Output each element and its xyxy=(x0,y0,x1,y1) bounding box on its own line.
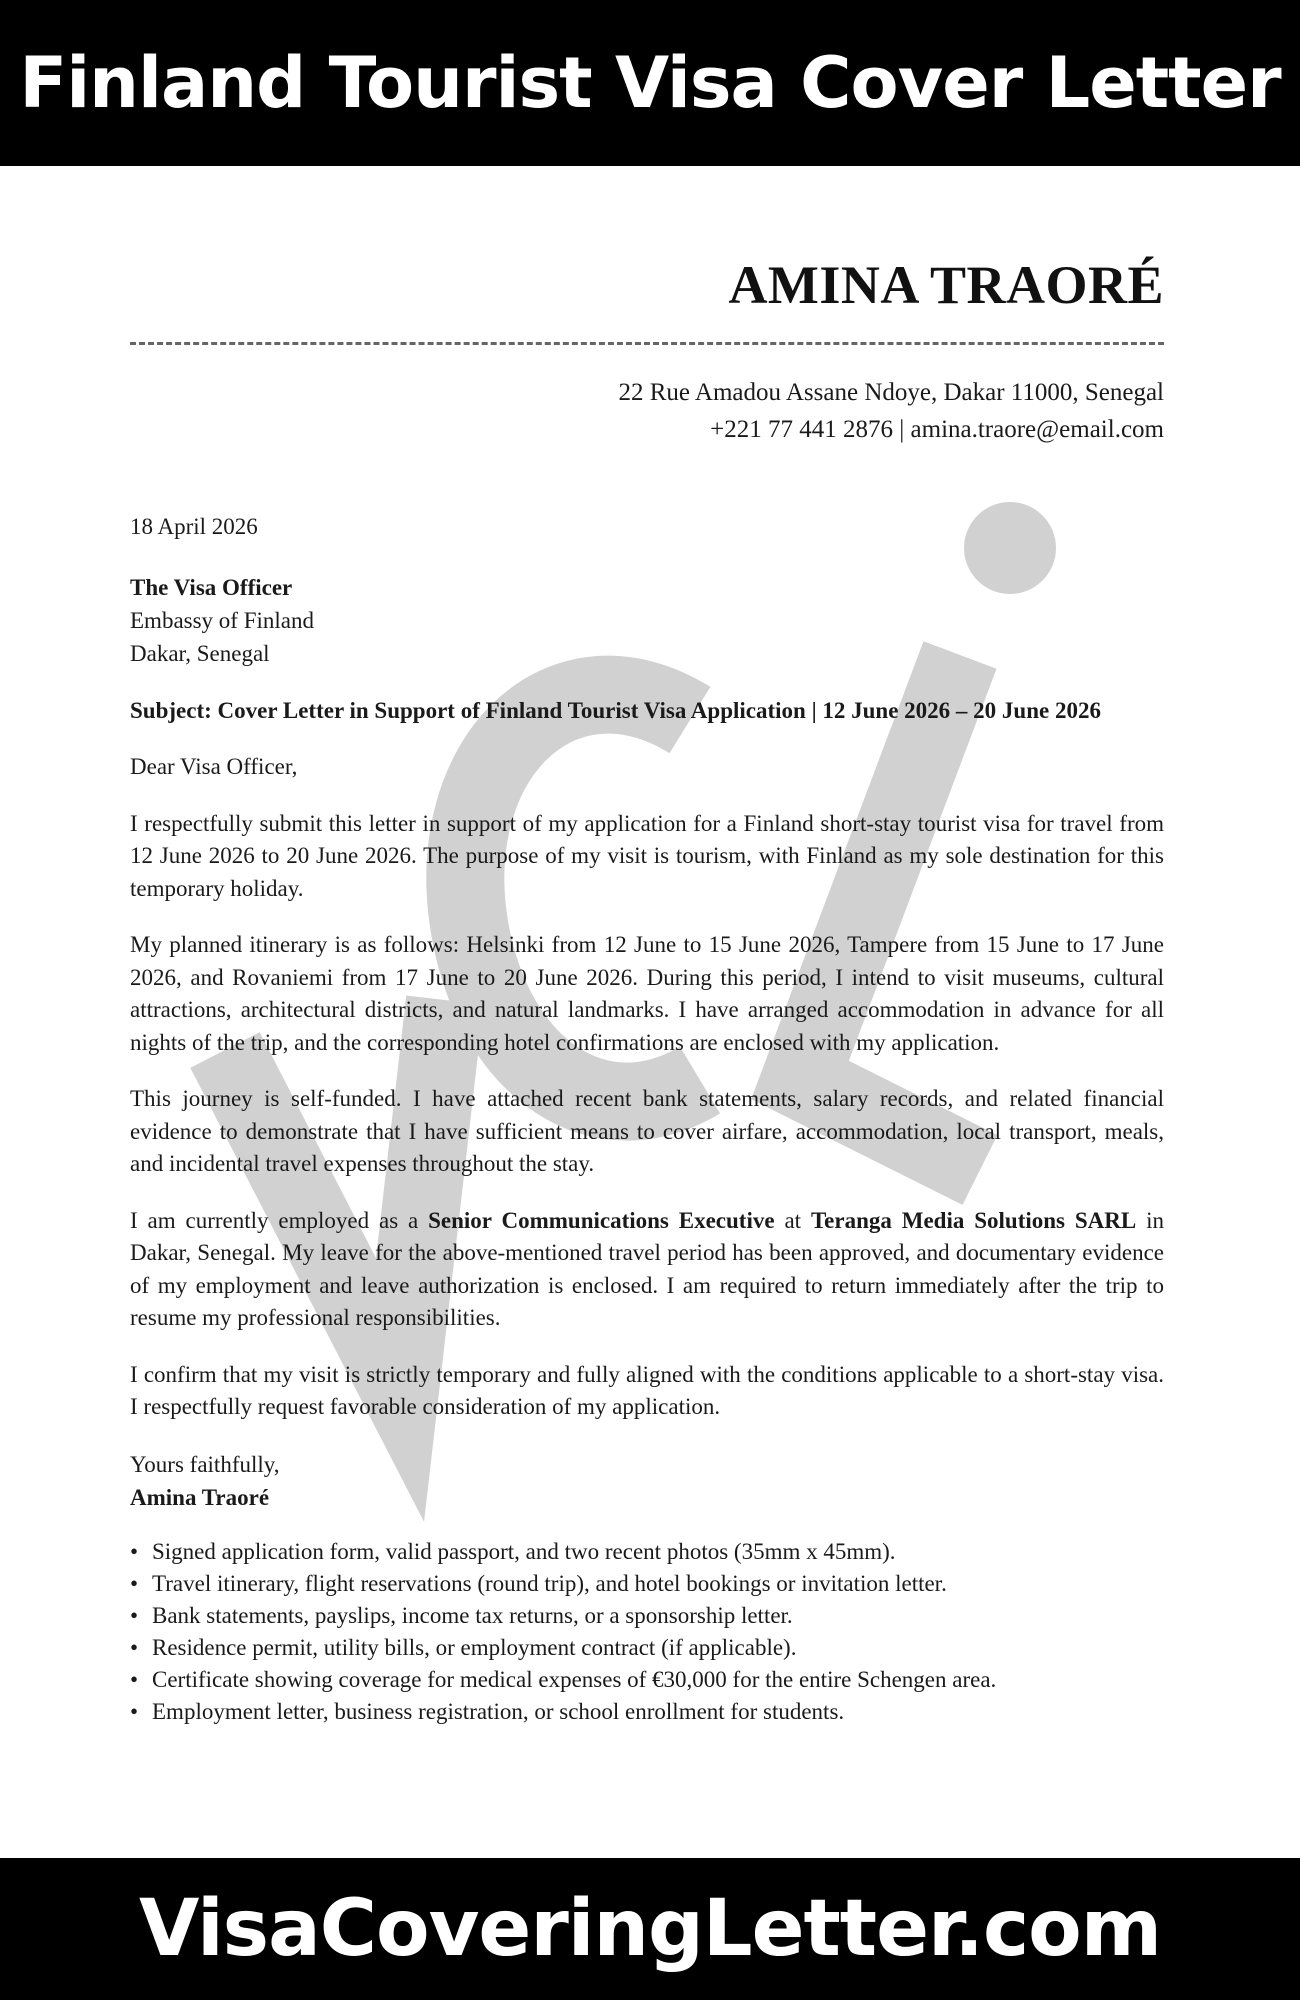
list-item: • Certificate showing coverage for medical expenses of €30,000 for the entire Schengen area. xyxy=(130,1664,1164,1696)
employment-company: Teranga Media Solutions SARL xyxy=(810,1207,1137,1233)
letter-body xyxy=(130,511,1164,1728)
employment-text-c: in Dakar, Senegal. My leave for the above-mentioned travel period has been approved, and documentary evidence of my employment and leave authorization is enclosed. I am required to return immediately after the trip to resume my professional responsibilities. xyxy=(130,1207,1165,1330)
dashed-divider xyxy=(130,342,1164,345)
cover-letter xyxy=(130,166,1164,1858)
applicant-contact-block xyxy=(619,374,1165,448)
employment-text-b: at xyxy=(774,1207,811,1233)
closing: Yours faithfully, xyxy=(130,1451,280,1477)
list-item: • Signed application form, valid passport, and two recent photos (35mm x 45mm). xyxy=(130,1536,1164,1568)
employment-role: Senior Communications Executive xyxy=(428,1207,775,1233)
paragraph-employment xyxy=(130,1205,1164,1335)
paragraph-itinerary: My planned itinerary is as follows: Helsinki from 12 June to 15 June 2026, Tampere from 15 June to 17 June 2026, and Rovaniemi from 17 June to 20 June 2026. During this period, I intend to visit museums, cultural attractions, architectural districts, and natural landmarks. I have arranged accommodation in advance for all nights of the trip, and the corresponding hotel confirmations are enclosed with my application. xyxy=(130,932,1164,1055)
list-item: • Travel itinerary, flight reservations (round trip), and hotel bookings or invitation letter. xyxy=(130,1568,1164,1600)
recipient-block xyxy=(130,571,1164,670)
paragraph-funding: This journey is self-funded. I have attached recent bank statements, salary records, and related financial evidence to demonstrate that I have sufficient means to cover airfare, accommodation, local transport, meals, and incidental travel expenses throughout the stay. xyxy=(130,1086,1164,1176)
recipient-org: Embassy of Finland xyxy=(130,607,314,633)
signature-name: Amina Traoré xyxy=(130,1484,270,1510)
letter-date: 18 April 2026 xyxy=(130,514,258,539)
subject-line: Subject: Cover Letter in Support of Finland Tourist Visa Application | 12 June 2026 – 20 June 2026 xyxy=(130,697,1101,723)
signoff-block xyxy=(130,1448,1164,1514)
recipient-title: The Visa Officer xyxy=(130,574,293,600)
header-banner: Finland Tourist Visa Cover Letter xyxy=(0,0,1300,166)
recipient-city: Dakar, Senegal xyxy=(130,640,270,666)
paragraph-confirmation: I confirm that my visit is strictly temporary and fully aligned with the conditions applicable to a short-stay visa. I respectfully request favorable consideration of my application. xyxy=(130,1361,1164,1419)
applicant-address: 22 Rue Amadou Assane Ndoye, Dakar 11000, Senegal xyxy=(618,379,1164,406)
footer-banner: VisaCoveringLetter.com xyxy=(0,1858,1300,2000)
applicant-phone-email: +221 77 441 2876 | amina.traore@email.com xyxy=(710,416,1164,443)
employment-text-a: I am currently employed as a xyxy=(130,1207,429,1233)
paragraph-purpose: I respectfully submit this letter in support of my application for a Finland short-stay tourist visa for travel from 12 June 2026 to 20 June 2026. The purpose of my visit is tourism, with Finland as my sole destination for this temporary holiday. xyxy=(130,810,1164,901)
list-item: • Bank statements, payslips, income tax returns, or a sponsorship letter. xyxy=(130,1600,1164,1632)
list-item: • Residence permit, utility bills, or employment contract (if applicable). xyxy=(130,1632,1164,1664)
applicant-name: AMINA TRAORÉ xyxy=(728,255,1164,315)
documents-list xyxy=(130,1536,1164,1728)
salutation: Dear Visa Officer, xyxy=(130,754,298,779)
list-item: • Employment letter, business registration, or school enrollment for students. xyxy=(130,1696,1164,1728)
